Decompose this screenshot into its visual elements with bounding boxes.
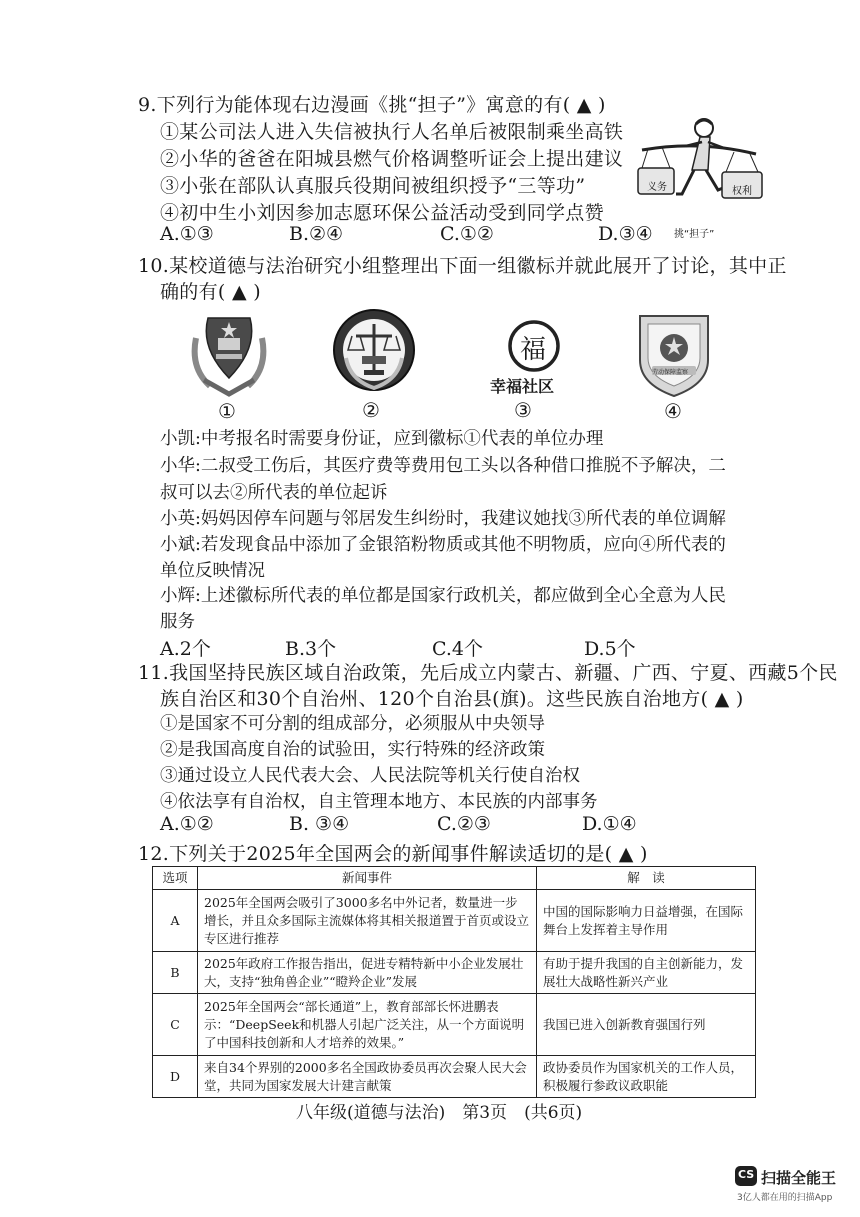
community-logo-text: 幸福社区 (490, 377, 555, 396)
row-reading: 我国已进入创新教育强国行列 (537, 994, 756, 1056)
row-event: 来自34个界别的2000多名全国政协委员再次会聚人民大会堂，共同为国家发展大计建言献策 (198, 1056, 537, 1098)
header-reading: 解 读 (537, 867, 756, 890)
q10-option-b: B.3个 (285, 638, 337, 660)
q11-option-d: D.①④ (582, 813, 637, 835)
q10-option-a: A.2个 (160, 638, 211, 660)
news-table (152, 866, 756, 1098)
police-emblem (186, 308, 272, 398)
cartoon-right-basket-label: 权利 (732, 186, 752, 197)
cartoon-caption: 挑“担子” (674, 229, 715, 240)
q9-item-4: ④初中生小刘因参加志愿环保公益活动受到同学点赞 (160, 202, 604, 224)
q10-line-6: 单位反映情况 (160, 561, 265, 581)
labor-inspection-emblem (634, 310, 714, 398)
row-event: 2025年政府工作报告指出，促进专精特新中小企业发展壮大，支持“独角兽企业”“瞪羚企业”发展 (198, 952, 537, 994)
header-event: 新闻事件 (198, 867, 537, 890)
row-option: D (153, 1056, 198, 1098)
q11-item-4: ④依法享有自治权，自主管理本地方、本民族的内部事务 (160, 792, 598, 812)
emblem-3-number: ③ (514, 398, 532, 422)
court-emblem (332, 306, 416, 396)
row-reading: 政协委员作为国家机关的工作人员，积极履行参政议政职能 (537, 1056, 756, 1098)
table-row (153, 1056, 756, 1098)
q9-option-d: D.③④ (598, 223, 653, 245)
row-event: 2025年全国两会吸引了3000多名中外记者，数量进一步增长，并且众多国际主流媒体将其相关报道置于首页或设立专区进行推荐 (198, 890, 537, 952)
q10-line-1: 小凯:中考报名时需要身份证，应到徽标①代表的单位办理 (160, 429, 604, 449)
q11-stem-line2: 族自治区和30个自治州、120个自治县(旗)。这些民族自治地方( ▲ ) (160, 688, 744, 710)
q9-item-3: ③小张在部队认真服兵役期间被组织授予“三等功” (160, 175, 586, 197)
table-row (153, 952, 756, 994)
q9-stem: 9.下列行为能体现右边漫画《挑“担子”》寓意的有( ▲ ) (138, 94, 606, 116)
q11-option-a: A.①② (160, 813, 214, 835)
cartoon-left-basket-label: 义务 (647, 182, 667, 193)
table-header-row (153, 867, 756, 890)
community-logo-glyph: 福 (520, 335, 547, 365)
emblem-4-number: ④ (664, 399, 682, 423)
carrying-pole-cartoon (634, 110, 764, 220)
row-option: B (153, 952, 198, 994)
q10-line-8: 服务 (160, 612, 195, 632)
q11-option-c: C.②③ (437, 813, 491, 835)
camscanner-logo-icon (735, 1166, 757, 1186)
watermark-tagline: 3亿人都在用的扫描App (737, 1193, 833, 1203)
q10-line-5: 小斌:若发现食品中添加了金银箔粉物质或其他不明物质，应向④所代表的 (160, 535, 726, 555)
q10-line-4: 小英:妈妈因停车问题与邻居发生纠纷时，我建议她找③所代表的单位调解 (160, 509, 726, 529)
row-reading: 中国的国际影响力日益增强，在国际舞台上发挥着主导作用 (537, 890, 756, 952)
watermark-badge: CS (738, 1168, 755, 1181)
q11-item-3: ③通过设立人民代表大会、人民法院等机关行使自治权 (160, 766, 580, 786)
q9-option-b: B.②④ (289, 223, 344, 245)
q10-line-2: 小华:二叔受工伤后，其医疗费等费用包工头以各种借口推脱不予解决，二 (160, 456, 726, 476)
q9-item-2: ②小华的爸爸在阳城县燃气价格调整听证会上提出建议 (160, 148, 624, 170)
table-row (153, 890, 756, 952)
q10-option-d: D.5个 (584, 638, 636, 660)
q11-item-1: ①是国家不可分割的组成部分，必须服从中央领导 (160, 714, 545, 734)
q12-stem: 12.下列关于2025年全国两会的新闻事件解读适切的是( ▲ ) (138, 843, 648, 865)
emblem-2-number: ② (362, 398, 380, 422)
q9-option-a: A.①③ (160, 223, 214, 245)
labor-emblem-text: 劳动保障监察 (652, 369, 689, 376)
row-event: 2025年全国两会“部长通道”上，教育部部长怀进鹏表示：“DeepSeek和机器人引起广泛关注，从一个方面说明了中国科技创新和人才培养的效果。” (198, 994, 537, 1056)
happy-community-logo (490, 316, 572, 398)
header-option: 选项 (153, 867, 198, 890)
emblem-1-number: ① (218, 399, 236, 423)
q9-item-1: ①某公司法人进入失信被执行人名单后被限制乘坐高铁 (160, 121, 624, 143)
q10-line-7: 小辉:上述徽标所代表的单位都是国家行政机关，都应做到全心全意为人民 (160, 586, 726, 606)
row-option: A (153, 890, 198, 952)
q10-line-3: 叔可以去②所代表的单位起诉 (160, 483, 388, 503)
q9-option-c: C.①② (440, 223, 494, 245)
q10-stem-line1: 10.某校道德与法治研究小组整理出下面一组徽标并就此展开了讨论，其中正 (138, 255, 787, 277)
q10-option-c: C.4个 (432, 638, 483, 660)
q11-option-b: B. ③④ (289, 813, 350, 835)
row-reading: 有助于提升我国的自主创新能力，发展壮大战略性新兴产业 (537, 952, 756, 994)
q10-stem-line2: 确的有( ▲ ) (160, 281, 261, 303)
watermark-name: 扫描全能王 (761, 1169, 837, 1187)
q11-item-2: ②是我国高度自治的试验田，实行特殊的经济政策 (160, 740, 545, 760)
row-option: C (153, 994, 198, 1056)
page-footer: 八年级(道德与法治) 第3页 (共6页) (296, 1103, 583, 1123)
table-row (153, 994, 756, 1056)
q11-stem-line1: 11.我国坚持民族区域自治政策，先后成立内蒙古、新疆、广西、宁夏、西藏5个民 (138, 662, 838, 684)
